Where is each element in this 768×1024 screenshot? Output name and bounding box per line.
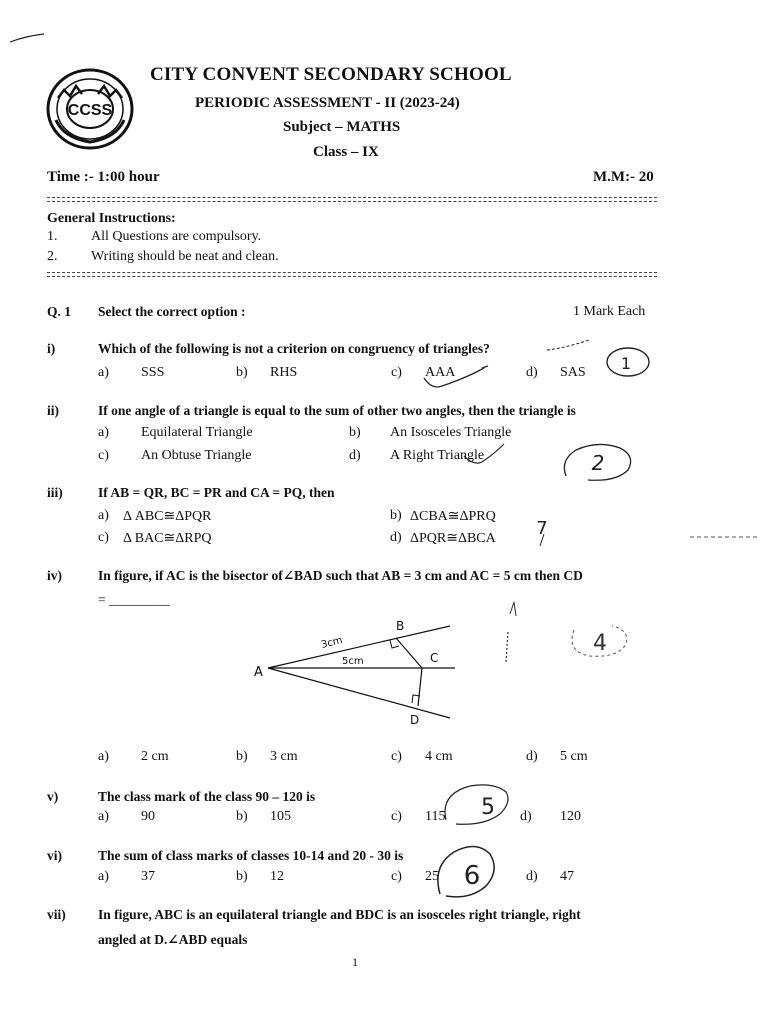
question-4-number: iv) bbox=[47, 568, 62, 583]
class-title: Class – IX bbox=[313, 144, 379, 160]
question-4-blank: = _________ bbox=[98, 592, 170, 607]
q6-option-a: 37 bbox=[141, 869, 155, 884]
q4-option-a-label: a) bbox=[98, 749, 109, 764]
time-label: Time :- 1:00 hour bbox=[47, 169, 160, 185]
q3-handwritten-mark bbox=[534, 512, 554, 548]
figure-angle-bisector bbox=[250, 610, 470, 730]
question-7-number: vii) bbox=[47, 907, 66, 922]
q3-handwritten-answer: 7 bbox=[536, 518, 548, 539]
q3-option-c: Δ BAC≅ΔRPQ bbox=[123, 531, 212, 546]
q1-option-d-label: d) bbox=[526, 365, 538, 380]
q2-circled-answer bbox=[558, 440, 640, 484]
question-6-text: The sum of class marks of classes 10-14 and 20 - 30 is bbox=[98, 848, 404, 863]
q1-option-a: SSS bbox=[141, 365, 165, 380]
q5-option-d: 120 bbox=[560, 809, 581, 824]
q2-option-d-label: d) bbox=[349, 448, 361, 463]
q6-option-b-label: b) bbox=[236, 869, 248, 884]
divider-top-2 bbox=[47, 201, 657, 202]
q2-option-a: Equilateral Triangle bbox=[141, 425, 253, 440]
instruction-text-1: All Questions are compulsory. bbox=[91, 229, 262, 244]
q1-option-c: AAA bbox=[425, 365, 456, 380]
q3-option-d: ΔPQR≅ΔBCA bbox=[410, 531, 496, 546]
question-2-number: ii) bbox=[47, 403, 59, 418]
instruction-num-2: 2. bbox=[47, 249, 58, 264]
question-5-text: The class mark of the class 90 – 120 is bbox=[98, 789, 316, 804]
question-3-number: iii) bbox=[47, 485, 63, 500]
q5-option-d-label: d) bbox=[520, 809, 532, 824]
q5-option-b: 105 bbox=[270, 809, 291, 824]
q1-handwritten-answer: 1 bbox=[620, 354, 632, 373]
q2-option-c-label: c) bbox=[98, 448, 109, 463]
q6-option-c-label: c) bbox=[391, 869, 402, 884]
q1-check-mark bbox=[420, 366, 500, 396]
q5-option-a-label: a) bbox=[98, 809, 109, 824]
question-5-number: v) bbox=[47, 789, 59, 804]
question-2-text: If one angle of a triangle is equal to the sum of other two angles, then the triangle is bbox=[98, 403, 576, 418]
q1-circled-answer bbox=[604, 345, 652, 379]
q4-handwritten-work bbox=[496, 592, 656, 682]
q2-option-b: An Isosceles Triangle bbox=[390, 425, 512, 440]
q2-option-b-label: b) bbox=[349, 425, 361, 440]
q3-option-d-label: d) bbox=[390, 530, 402, 545]
q1-option-b-label: b) bbox=[236, 365, 248, 380]
question-4-text: In figure, if AC is the bisector of∠BAD such that AB = 3 cm and AC = 5 cm then CD bbox=[98, 568, 583, 583]
logo-text: CCSS bbox=[67, 102, 113, 119]
q4-option-b-label: b) bbox=[236, 749, 248, 764]
q5-option-b-label: b) bbox=[236, 809, 248, 824]
q2-handwritten-answer: 2 bbox=[591, 451, 605, 475]
q6-option-b: 12 bbox=[270, 869, 284, 884]
q2-option-a-label: a) bbox=[98, 425, 109, 440]
q6-option-d-label: d) bbox=[526, 869, 538, 884]
q5-option-c: 115 bbox=[425, 809, 446, 824]
question-6-number: vi) bbox=[47, 848, 62, 863]
q1-option-d: SAS bbox=[560, 365, 586, 380]
section-title: Select the correct option : bbox=[98, 304, 246, 319]
q5-circled-answer bbox=[440, 780, 520, 830]
q1-option-b: RHS bbox=[270, 365, 298, 380]
q3-option-a-label: a) bbox=[98, 508, 109, 523]
assessment-title: PERIODIC ASSESSMENT - II (2023-24) bbox=[195, 95, 460, 111]
figure-label-b: B bbox=[396, 619, 405, 633]
page-number: 1 bbox=[352, 955, 358, 969]
divider-mid-2 bbox=[47, 276, 657, 277]
figure-label-ab: 3cm bbox=[320, 635, 344, 651]
school-name: CITY CONVENT SECONDARY SCHOOL bbox=[150, 64, 512, 85]
q6-option-d: 47 bbox=[560, 869, 574, 884]
q3-option-b-label: b) bbox=[390, 508, 402, 523]
q4-option-d-label: d) bbox=[526, 749, 538, 764]
question-7-text-line2: angled at D.∠ABD equals bbox=[98, 932, 248, 947]
q3-option-b: ΔCBA≅ΔPRQ bbox=[410, 509, 496, 524]
instruction-num-1: 1. bbox=[47, 229, 58, 244]
q4-option-d: 5 cm bbox=[560, 749, 588, 764]
subject-title: Subject – MATHS bbox=[283, 119, 401, 135]
school-logo bbox=[44, 68, 136, 150]
q4-option-c: 4 cm bbox=[425, 749, 453, 764]
figure-label-d: D bbox=[410, 713, 420, 727]
q2-check-mark bbox=[460, 442, 510, 470]
figure-label-ac: 5cm bbox=[342, 656, 364, 667]
q6-circled-answer bbox=[432, 842, 502, 902]
q1-option-a-label: a) bbox=[98, 365, 109, 380]
question-1-text: Which of the following is not a criterion on congruency of triangles? bbox=[98, 341, 490, 356]
divider-mid-1 bbox=[47, 272, 657, 273]
section-number: Q. 1 bbox=[47, 304, 72, 319]
divider-top-1 bbox=[47, 197, 657, 198]
q5-handwritten-answer: 5 bbox=[481, 795, 495, 820]
question-1-number: i) bbox=[47, 341, 56, 356]
instructions-heading: General Instructions: bbox=[47, 211, 176, 226]
q5-option-c-label: c) bbox=[391, 809, 402, 824]
question-7-text: In figure, ABC is an equilateral triangle and BDC is an isosceles right triangle, right bbox=[98, 907, 581, 922]
q1-arrow-mark bbox=[545, 336, 595, 356]
question-3-text: If AB = QR, BC = PR and CA = PQ, then bbox=[98, 485, 335, 500]
figure-label-c: C bbox=[430, 651, 439, 665]
instruction-text-2: Writing should be neat and clean. bbox=[91, 249, 279, 264]
section-marks: 1 Mark Each bbox=[573, 304, 646, 319]
q4-option-b: 3 cm bbox=[270, 749, 298, 764]
scan-mark bbox=[8, 30, 48, 46]
figure-label-a: A bbox=[254, 665, 263, 680]
q4-option-c-label: c) bbox=[391, 749, 402, 764]
q3-option-c-label: c) bbox=[98, 530, 109, 545]
q3-dash-mark bbox=[690, 534, 760, 540]
q1-option-c-label: c) bbox=[391, 365, 402, 380]
q3-option-a: Δ ABC≅ΔPQR bbox=[123, 509, 212, 524]
q6-handwritten-answer: 6 bbox=[463, 861, 481, 891]
q2-option-c: An Obtuse Triangle bbox=[141, 448, 252, 463]
q5-option-a: 90 bbox=[141, 809, 155, 824]
q6-option-c: 25 bbox=[425, 869, 439, 884]
q4-option-a: 2 cm bbox=[141, 749, 169, 764]
q6-option-a-label: a) bbox=[98, 869, 109, 884]
q2-option-d: A Right Triangle bbox=[390, 448, 485, 463]
max-marks-label: M.M:- 20 bbox=[593, 169, 654, 185]
q4-handwritten-answer: 4 bbox=[593, 631, 607, 656]
